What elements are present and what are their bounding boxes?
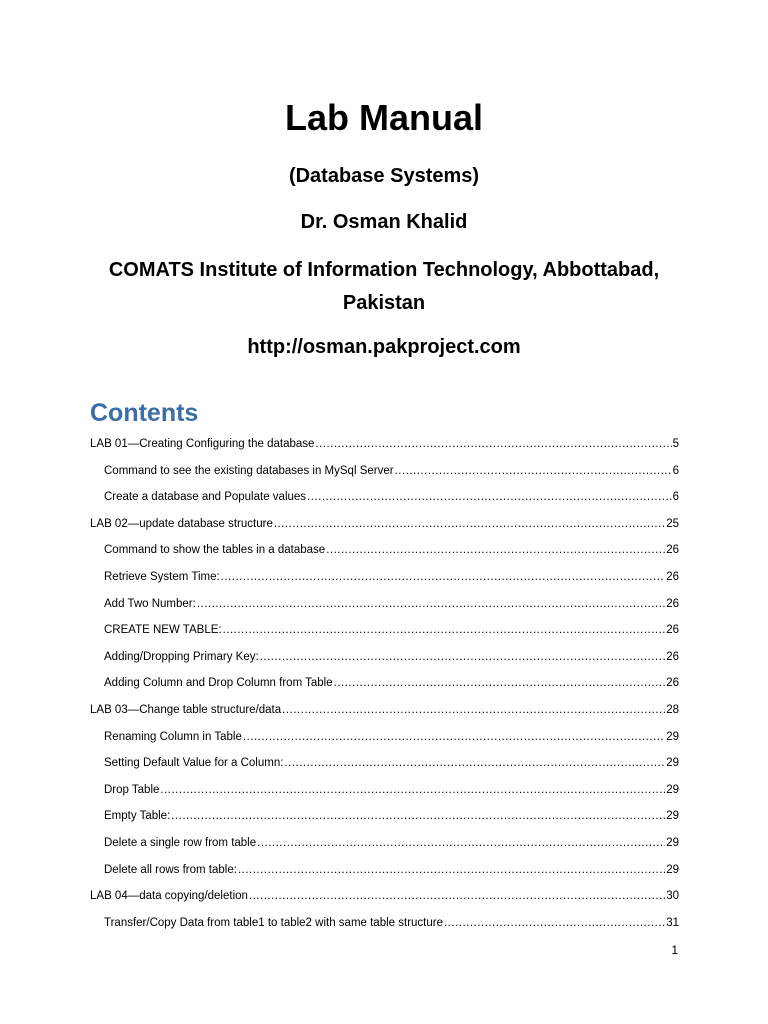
toc-entry-page: 30 [666, 890, 679, 903]
table-of-contents [90, 432, 679, 937]
toc-dot-leader [221, 565, 666, 589]
toc-dot-leader [284, 751, 665, 775]
toc-entry-label: CREATE NEW TABLE: [104, 624, 222, 637]
toc-entry[interactable] [90, 725, 679, 752]
toc-dot-leader [243, 725, 665, 749]
author-name: Dr. Osman Khalid [300, 211, 468, 233]
toc-entry[interactable] [90, 804, 679, 831]
toc-entry-page: 26 [666, 650, 679, 663]
website-url[interactable]: http://osman.pakproject.com [247, 336, 521, 358]
toc-entry[interactable] [90, 432, 679, 459]
toc-entry-label: Setting Default Value for a Column: [104, 757, 284, 770]
toc-entry[interactable] [90, 592, 679, 619]
toc-entry-page: 28 [666, 703, 679, 716]
toc-dot-leader [444, 911, 665, 935]
toc-entry-label: Transfer/Copy Data from table1 to table2 with same table structure [104, 916, 443, 929]
toc-entry[interactable] [90, 645, 679, 672]
toc-entry-label: LAB 01—Creating Configuring the database [90, 438, 315, 450]
page-number: 1 [671, 943, 678, 957]
toc-entry-label: Add Two Number: [104, 597, 196, 610]
toc-entry-label: Renaming Column in Table [104, 730, 242, 743]
toc-dot-leader [238, 858, 665, 882]
toc-entry-label: LAB 02—update database structure [90, 517, 273, 530]
toc-entry-label: Create a database and Populate values [104, 491, 307, 504]
toc-entry-page: 29 [666, 757, 679, 770]
toc-entry-label: Delete a single row from table [104, 836, 257, 849]
toc-entry-label: Retrieve System Time: [104, 570, 220, 583]
contents-heading: Contents [90, 399, 199, 427]
toc-entry-label: Adding Column and Drop Column from Table [104, 677, 333, 690]
document-subtitle: (Database Systems) [288, 165, 480, 187]
institute-name: COMATS Institute of Information Technology, Abbottabad, Pakistan [108, 259, 660, 314]
toc-entry-page: 29 [666, 836, 679, 849]
toc-dot-leader [160, 778, 665, 802]
toc-dot-leader [171, 804, 665, 828]
toc-dot-leader [334, 671, 666, 695]
toc-entry[interactable] [90, 485, 679, 512]
toc-entry[interactable] [90, 565, 679, 592]
toc-dot-leader [395, 459, 672, 483]
toc-entry-label: Empty Table: [104, 810, 171, 823]
toc-entry[interactable] [90, 459, 679, 486]
toc-entry[interactable] [90, 538, 679, 565]
toc-dot-leader [282, 698, 665, 722]
toc-entry-label: Delete all rows from table: [104, 863, 237, 876]
toc-entry-page: 29 [666, 863, 679, 876]
toc-entry-label: LAB 04—data copying/deletion [90, 890, 248, 903]
toc-entry-label: Drop Table [104, 783, 160, 796]
toc-entry-page: 25 [666, 517, 679, 530]
toc-entry-page: 6 [672, 491, 679, 504]
toc-entry[interactable] [90, 751, 679, 778]
toc-entry-label: Command to see the existing databases in MySql Server [104, 464, 394, 477]
toc-entry-page: 5 [672, 438, 679, 450]
toc-dot-leader [197, 592, 665, 616]
toc-dot-leader [315, 432, 671, 456]
toc-entry[interactable] [90, 512, 679, 539]
toc-entry-page: 29 [666, 783, 679, 796]
toc-entry-label: LAB 03—Change table structure/data [90, 703, 282, 716]
toc-dot-leader [274, 512, 665, 536]
toc-entry[interactable] [90, 858, 679, 885]
toc-entry-page: 6 [672, 464, 679, 477]
toc-entry[interactable] [90, 698, 679, 725]
toc-entry-label: Command to show the tables in a database [104, 544, 326, 557]
toc-entry[interactable] [90, 884, 679, 911]
toc-dot-leader [260, 645, 666, 669]
toc-entry-page: 31 [666, 916, 679, 929]
toc-entry-page: 26 [666, 544, 679, 557]
toc-entry[interactable] [90, 911, 679, 938]
toc-entry[interactable] [90, 778, 679, 805]
toc-entry-page: 26 [666, 570, 679, 583]
toc-entry-page: 29 [666, 730, 679, 743]
toc-entry-page: 26 [666, 624, 679, 637]
toc-entry[interactable] [90, 618, 679, 645]
toc-dot-leader [326, 538, 665, 562]
toc-entry-page: 26 [666, 597, 679, 610]
toc-entry-label: Adding/Dropping Primary Key: [104, 650, 259, 663]
document-title: Lab Manual [284, 97, 484, 138]
toc-dot-leader [249, 884, 665, 908]
toc-entry-page: 26 [666, 677, 679, 690]
toc-dot-leader [257, 831, 665, 855]
toc-dot-leader [307, 485, 672, 509]
toc-entry[interactable] [90, 671, 679, 698]
toc-entry-page: 29 [666, 810, 679, 823]
toc-dot-leader [223, 618, 666, 642]
toc-entry[interactable] [90, 831, 679, 858]
